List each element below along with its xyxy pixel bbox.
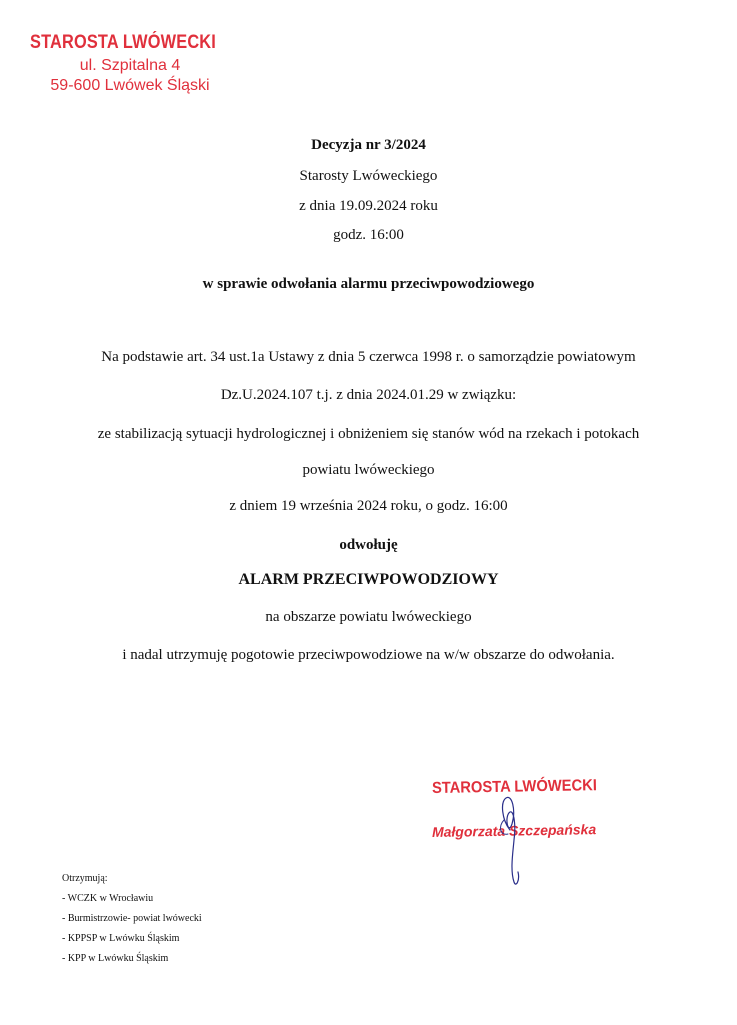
decision-title: Decyzja nr 3/2024: [311, 137, 426, 153]
justification-line: ze stabilizacją sytuacji hydrologicznej i obniżeniem się stanów wód na rzekach i potokach: [97, 426, 640, 442]
legal-basis-line: Na podstawie art. 34 ust.1a Ustawy z dnia 5 czerwca 1998 r. o samorządzie powiatowym: [101, 349, 636, 365]
decision-issuer: Starosty Lwóweckiego: [299, 168, 438, 184]
standby-line: i nadal utrzymuję pogotowie przeciwpowodziowe na w/w obszarze do odwołania.: [122, 647, 615, 663]
revoke-verb: odwołuję: [339, 537, 398, 553]
effective-date-line: z dniem 19 września 2024 roku, o godz. 16:00: [229, 498, 508, 514]
signature-stamp: [431, 777, 692, 840]
alarm-heading: ALARM PRZECIWPOWODZIOWY: [238, 571, 499, 588]
recipients-list: [62, 869, 202, 969]
decision-date: z dnia 19.09.2024 roku: [299, 198, 438, 214]
signature-stamp-title: STAROSTA LWÓWECKI: [431, 777, 598, 797]
decision-subject: w sprawie odwołania alarmu przeciwpowodziowego: [202, 276, 535, 292]
signature-stroke: [503, 797, 519, 884]
issuer-stamp: [30, 32, 230, 96]
stamp-city: 59-600 Lwówek Śląski: [50, 77, 210, 94]
stamp-title: STAROSTA LWÓWECKI: [30, 32, 216, 53]
recipient-item: - Burmistrzowie- powiat lwówecki: [62, 913, 202, 924]
area-line: na obszarze powiatu lwóweckiego: [265, 609, 472, 625]
stamp-street: ul. Szpitalna 4: [79, 57, 181, 74]
legal-reference-line: Dz.U.2024.107 t.j. z dnia 2024.01.29 w związku:: [220, 387, 517, 403]
recipient-item: - WCZK w Wrocławiu: [62, 893, 154, 904]
signatory-name: Małgorzata Szczepańska: [431, 821, 597, 840]
recipients-label: Otrzymują:: [62, 873, 108, 884]
recipient-item: - KPP w Lwówku Śląskim: [62, 953, 169, 964]
decision-time: godz. 16:00: [333, 227, 404, 243]
recipient-item: - KPPSP w Lwówku Śląskim: [62, 933, 180, 944]
county-line: powiatu lwóweckiego: [302, 462, 435, 478]
handwritten-signature: [488, 790, 538, 890]
